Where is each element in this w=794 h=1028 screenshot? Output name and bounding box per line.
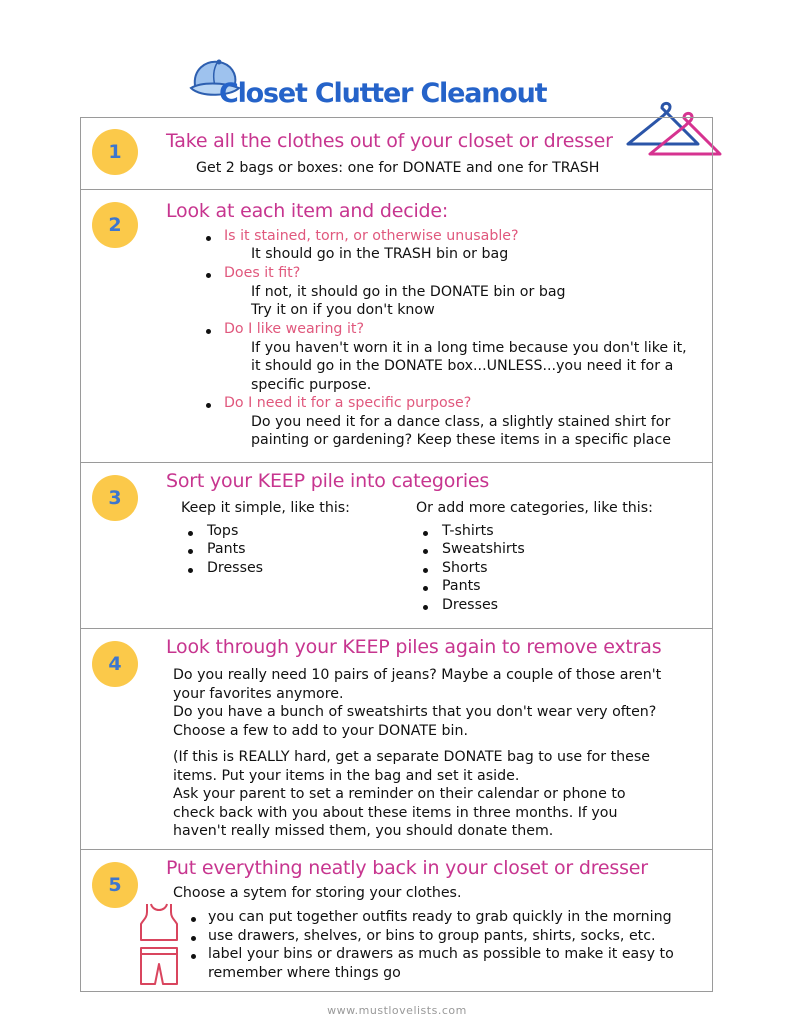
bullet-text: remember where things go (208, 965, 401, 981)
step-5 (81, 850, 712, 991)
tank-top-icon (141, 904, 177, 940)
question: Is it stained, torn, or otherwise unusable? (224, 228, 519, 244)
bullet (188, 531, 193, 536)
answer-line: specific purpose. (251, 377, 372, 393)
answer-line: If not, it should go in the DONATE bin or bag (251, 284, 566, 300)
step-number-badge: 4 (92, 641, 138, 687)
step-title: Take all the clothes out of your closet or dresser (166, 130, 613, 152)
bullet (191, 917, 196, 922)
list-item: T-shirts (442, 523, 494, 539)
answer-line: It should go in the TRASH bin or bag (251, 246, 509, 262)
bullet (206, 236, 211, 241)
bullet (191, 936, 196, 941)
shorts-icon (141, 948, 177, 984)
bullet-text: you can put together outfits ready to grab quickly in the morning (208, 909, 672, 925)
list-item: Sweatshirts (442, 541, 525, 557)
question: Do I like wearing it? (224, 321, 364, 337)
paragraph-line: your favorites anymore. (173, 686, 344, 702)
step-number-badge: 5 (92, 862, 138, 908)
bullet-text: use drawers, shelves, or bins to group pants, shirts, socks, etc. (208, 928, 656, 944)
step-title: Sort your KEEP pile into categories (166, 470, 490, 492)
step-2 (81, 190, 712, 463)
step-4 (81, 629, 712, 850)
page-title: Closet Clutter Cleanout (219, 78, 547, 109)
intro-text: Choose a sytem for storing your clothes. (173, 885, 462, 901)
bullet (191, 954, 196, 959)
step-number-badge: 2 (92, 202, 138, 248)
answer-line: it should go in the DONATE box...UNLESS...you need it for a (251, 358, 674, 374)
bullet (188, 549, 193, 554)
paragraph-line: Choose a few to add to your DONATE bin. (173, 723, 468, 739)
steps-table (80, 117, 713, 992)
step-number-badge: 3 (92, 475, 138, 521)
answer-line: If you haven't worn it in a long time because you don't like it, (251, 340, 687, 356)
answer-line: Do you need it for a dance class, a slightly stained shirt for (251, 414, 671, 430)
step-title: Look through your KEEP piles again to remove extras (166, 636, 662, 658)
list-item: Tops (207, 523, 239, 539)
more-label: Or add more categories, like this: (416, 500, 653, 516)
step-title: Put everything neatly back in your closet or dresser (166, 857, 648, 879)
footer-url: www.mustlovelists.com (327, 1004, 467, 1017)
bullet (423, 531, 428, 536)
bullet (206, 329, 211, 334)
paragraph-line: (If this is REALLY hard, get a separate DONATE bag to use for these (173, 749, 651, 765)
list-item: Pants (442, 578, 481, 594)
question: Do I need it for a specific purpose? (224, 395, 472, 411)
answer-line: painting or gardening? Keep these items in a specific place (251, 432, 672, 448)
paragraph-line: check back with you about these items in three months. If you (173, 805, 618, 821)
step-number-badge: 1 (92, 129, 138, 175)
paragraph-line: Do you have a bunch of sweatshirts that you don't wear very often? (173, 704, 657, 720)
paragraph-line: haven't really missed them, you should donate them. (173, 823, 554, 839)
bullet (206, 273, 211, 278)
bullet (423, 605, 428, 610)
paragraph-line: Do you really need 10 pairs of jeans? Maybe a couple of those aren't (173, 667, 662, 683)
paragraph-line: Ask your parent to set a reminder on their calendar or phone to (173, 786, 626, 802)
step-3 (81, 463, 712, 629)
clothing-icon (137, 902, 181, 988)
bullet-text: label your bins or drawers as much as possible to make it easy to (208, 946, 674, 962)
simple-label: Keep it simple, like this: (181, 500, 350, 516)
list-item: Shorts (442, 560, 488, 576)
step-text: Get 2 bags or boxes: one for DONATE and one for TRASH (196, 160, 600, 176)
bullet (423, 549, 428, 554)
bullet (188, 568, 193, 573)
bullet (206, 403, 211, 408)
bullet (423, 586, 428, 591)
question: Does it fit? (224, 265, 301, 281)
step-title: Look at each item and decide: (166, 200, 449, 222)
answer-line: Try it on if you don't know (251, 302, 435, 318)
step-1 (81, 118, 712, 190)
bullet (423, 568, 428, 573)
paragraph-line: items. Put your items in the bag and set it aside. (173, 768, 520, 784)
list-item: Dresses (442, 597, 499, 613)
list-item: Pants (207, 541, 246, 557)
list-item: Dresses (207, 560, 264, 576)
